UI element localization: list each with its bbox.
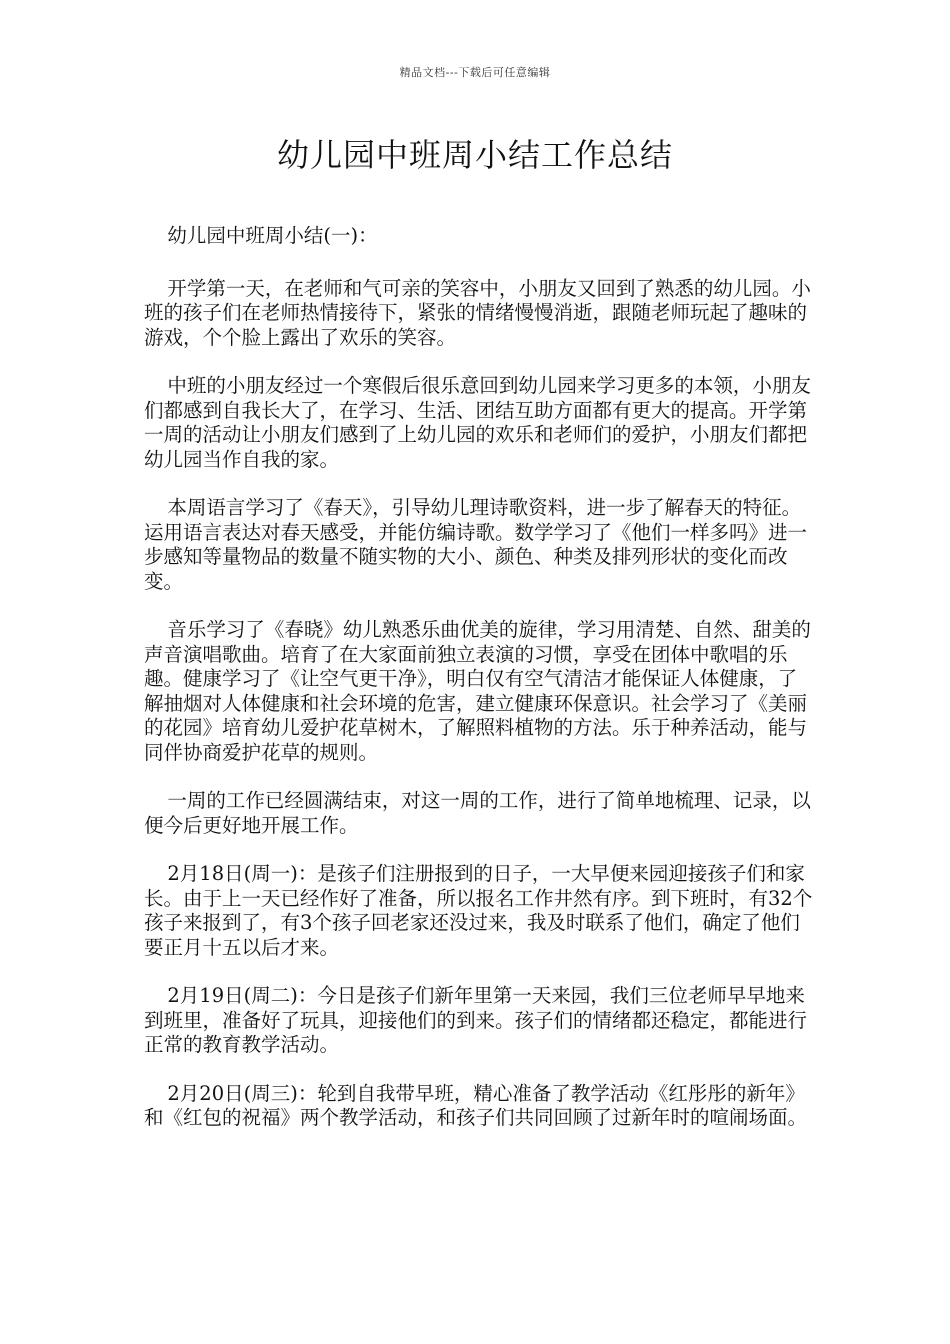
document-title: 幼儿园中班周小结工作总结	[276, 136, 673, 174]
paragraph-3: 本周语言学习了《春天》，引导幼儿理诗歌资料，进一步了解春天的特征。运用语言表达对春天感受，并能仿编诗歌。数学学习了《他们一样多吗》进一步感知等量物品的数量不随实物的大小、颜色、种类及排列形状的变化而改变。	[144, 496, 808, 593]
paragraph-5: 一周的工作已经圆满结束，对这一周的工作，进行了简单地梳理、记录，以便今后更好地开展工作。	[144, 789, 811, 837]
section-subheading: 幼儿园中班周小结(一)：	[167, 224, 378, 247]
paragraph-7: 2月19日(周二)：今日是孩子们新年里第一天来园，我们三位老师早早地来到班里，准备好了玩具，迎接他们的到来。孩子们的情绪都还稳定，都能进行正常的教育教学活动。	[144, 984, 808, 1056]
paragraph-8: 2月20日(周三)：轮到自我带早班，精心准备了教学活动《红彤彤的新年》和《红包的祝福》两个教学活动，和孩子们共同回顾了过新年时的喧闹场面。	[144, 1081, 808, 1129]
document-body	[144, 224, 814, 1155]
paragraph-2: 中班的小朋友经过一个寒假后很乐意回到幼儿园来学习更多的本领，小朋友们都感到自我长大了，在学习、生活、团结互助方面都有更大的提高。开学第一周的活动让小朋友们感到了上幼儿园的欢乐和老师们的爱护，小朋友们都把幼儿园当作自我的家。	[144, 374, 811, 471]
paragraph-4: 音乐学习了《春晓》幼儿熟悉乐曲优美的旋律，学习用清楚、自然、甜美的声音演唱歌曲。培育了在大家面前独立表演的习惯，享受在团体中歌唱的乐趣。健康学习了《让空气更干净》，明白仅有空气清洁才能保证人体健康，了解抽烟对人体健康和社会环境的危害，建立健康环保意识。社会学习了《美丽的花园》培育幼儿爱护花草树木，了解照料植物的方法。乐于种养活动，能与同伴协商爱护花草的规则。	[144, 618, 811, 764]
paragraph-6: 2月18日(周一)：是孩子们注册报到的日子，一大早便来园迎接孩子们和家长。由于上一天已经作好了准备，所以报名工作井然有序。到下班时，有32个孩子来报到了，有3个孩子回老家还没过来，我及时联系了他们，确定了他们要正月十五以后才来。	[144, 862, 813, 959]
paragraph-1: 开学第一天，在老师和气可亲的笑容中，小朋友又回到了熟悉的幼儿园。小班的孩子们在老师热情接待下，紧张的情绪慢慢消逝，跟随老师玩起了趣味的游戏，个个脸上露出了欢乐的笑容。	[144, 276, 811, 349]
page-header-watermark: 精品文档---下载后可任意编辑	[399, 66, 551, 79]
